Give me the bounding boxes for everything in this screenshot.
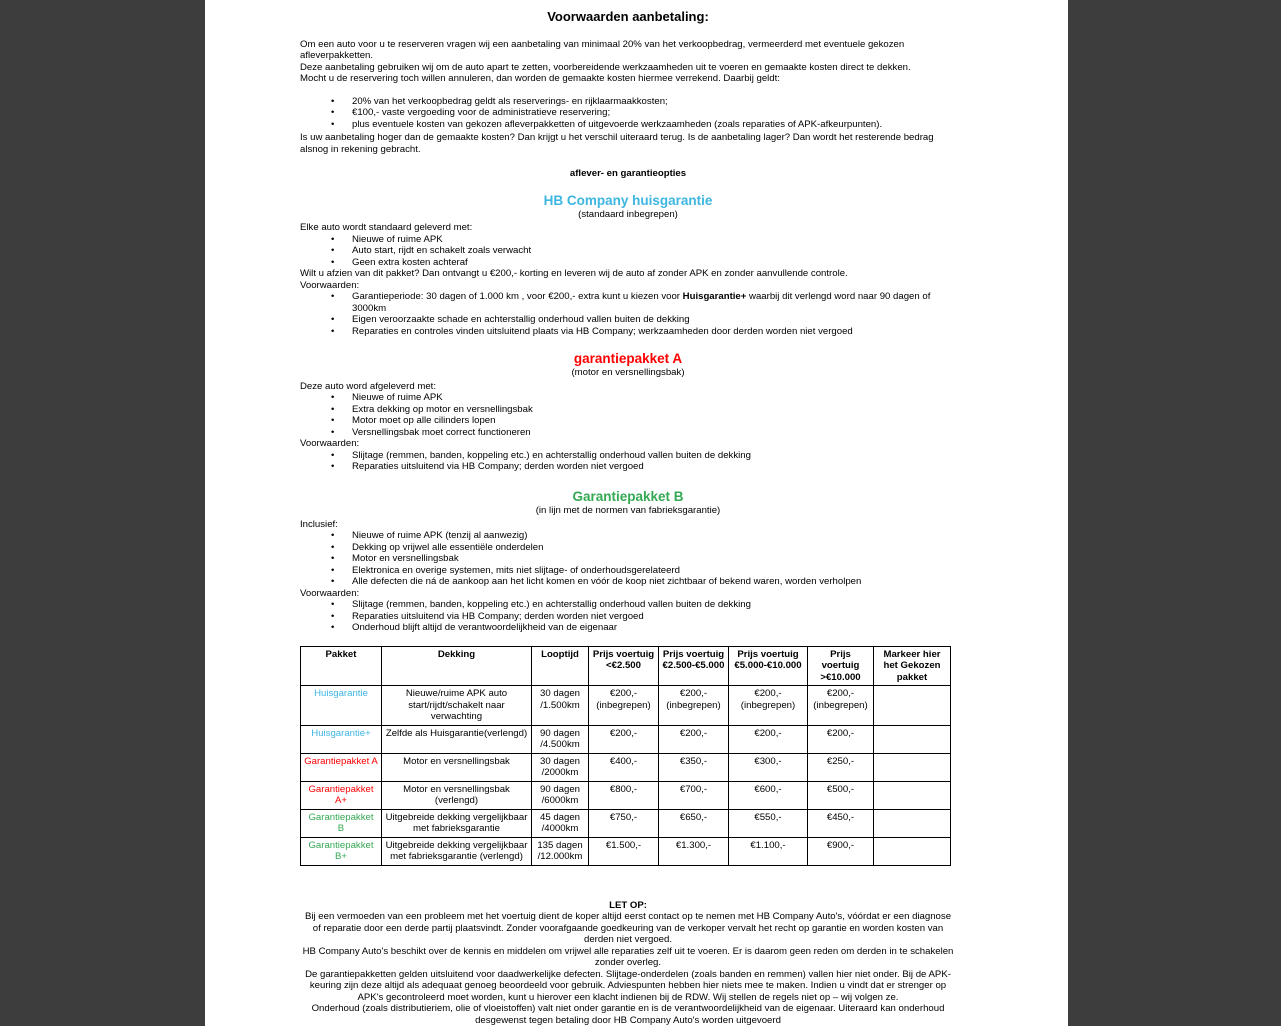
- voorwaarde-text: Garantieperiode: 30 dagen of 1.000 km , voor €200,- extra kunt u kiezen voor: [352, 291, 683, 303]
- markeer-cell[interactable]: [874, 686, 951, 726]
- bullet-item: • Slijtage (remmen, banden, koppeling etc.) en achterstallig onderhoud vallen buiten de dekking: [300, 599, 956, 611]
- letop-paragraph: De garantiepakketten gelden uitsluitend voor daadwerkelijke defecten. Slijtage-onderdelen (zoals banden en remmen) vallen hier niet onder. Bij de APK-keuring zijn deze altijd als adequaat genoeg beoordeeld voor gebruik. Adviespunten hebben hier niets mee te maken. Indien u vindt dat er strenger op APK's gecontroleerd moet worden, kunt u hierover een klacht indienen bij de RDW. Wij stellen de regels niet op – wij volgen ze.: [305, 968, 951, 1003]
- dekking-cell: Nieuwe/ruime APK auto start/rijdt/schakelt naar verwachting: [382, 686, 532, 726]
- dekking-cell: Motor en versnellingsbak (verlengd): [382, 781, 532, 809]
- prijs-cell: €800,-: [589, 781, 659, 809]
- dekking-cell: Zelfde als Huisgarantie(verlengd): [382, 725, 532, 753]
- letop-paragraph: Bij een vermoeden van een probleem met het voertuig dient de koper altijd eerst contact op te nemen met HB Company Auto's, vóórdat er een diagnose of reparatie door een derde partij plaatsvindt. Zonder voorafgaande goedkeuring van de verkoper vervalt het recht op garantie en worden kosten van derden niet vergoed.: [304, 911, 952, 946]
- bullet-item: • Geen extra kosten achteraf: [300, 257, 956, 269]
- bullet-item: • Alle defecten die ná de aankoop aan het licht komen en vóór de koop niet zichtbaar of bekend waren, worden verholpen: [300, 576, 956, 588]
- bullet-item: • Reparaties en controles vinden uitsluitend plaats via HB Company; werkzaamheden door derden worden niet vergoed: [300, 326, 956, 338]
- intro-line: Om een auto voor u te reserveren vragen wij een aanbetaling van minimaal 20% van het verkoopbedrag, vermeerderd met eventuele gekozen afleverpakketten.: [300, 38, 905, 62]
- voorwaarden-label: Voorwaarden:: [300, 279, 360, 291]
- intro-line: Deze aanbetaling gebruiken wij om de auto apart te zetten, voorbereidende werkzaamheden uit te voeren en gemaakte kosten direct te dekken.: [300, 61, 911, 73]
- section-lead: Elke auto wordt standaard geleverd met:: [300, 222, 473, 234]
- section-subheading: (in lijn met de normen van fabrieksgarantie): [535, 505, 721, 517]
- intro-line: Mocht u de reservering toch willen annuleren, dan worden de gemaakte kosten hiermee verrekend. Daarbij geldt:: [300, 73, 780, 85]
- huisgarantie-bullet-list: [300, 234, 956, 269]
- options-header: aflever- en garantieopties: [569, 168, 687, 180]
- table-header-looptijd: Looptijd: [532, 646, 589, 686]
- prijs-cell: €1.100,-: [729, 837, 808, 865]
- bullet-item: • Nieuwe of ruime APK: [300, 392, 956, 404]
- pakket-b-bullet-list: [300, 530, 956, 588]
- prijs-cell: €700,-: [659, 781, 729, 809]
- prijs-cell: €250,-: [808, 753, 874, 781]
- bullet-item: • Extra dekking op motor en versnellingsbak: [300, 404, 956, 416]
- bullet-item: • Eigen veroorzaakte schade en achterstallig onderhoud vallen buiten de dekking: [300, 314, 956, 326]
- huisgarantie-note: Wilt u afzien van dit pakket? Dan ontvangt u €200,- korting en leveren wij de auto af zonder APK en zonder aanvullende controle.: [300, 268, 848, 280]
- looptijd-cell: 90 dagen /6000km: [532, 781, 589, 809]
- prijs-cell: €600,-: [729, 781, 808, 809]
- pakket-cell: Garantiepakket A: [301, 753, 382, 781]
- dekking-cell: Uitgebreide dekking vergelijkbaar met fabrieksgarantie (verlengd): [382, 837, 532, 865]
- section-subheading: (motor en versnellingsbak): [571, 367, 685, 379]
- pakket-a-voorwaarden-list: [300, 450, 956, 473]
- table-row: [301, 837, 951, 865]
- intro-closing: Is uw aanbetaling hoger dan de gemaakte kosten? Dan krijgt u het verschil uiteraard terug. Is de aanbetaling lager? Dan wordt het resterende bedrag alsnog in rekening gebracht.: [300, 132, 934, 155]
- prijs-cell: €750,-: [589, 809, 659, 837]
- table-header-prijs-1: Prijs voertuig <€2.500: [589, 646, 659, 686]
- table-header-markeer: Markeer hier het Gekozen pakket: [874, 646, 951, 686]
- letop-paragraph: Onderhoud (zoals distributieriem, olie of vloeistoffen) valt niet onder garantie en is de verantwoordelijkheid van de eigenaar. Uiteraard kan onderhoud desgewenst tegen betaling door HB Company Auto's worden uitgevoerd: [311, 1003, 945, 1026]
- prijs-cell: €1.300,-: [659, 837, 729, 865]
- section-heading-huisgarantie: HB Company huisgarantie: [543, 192, 713, 208]
- pakket-cell: Huisgarantie+: [301, 725, 382, 753]
- bullet-item: • Slijtage (remmen, banden, koppeling etc.) en achterstallig onderhoud vallen buiten de dekking: [300, 450, 956, 462]
- prijs-cell: €200,- (inbegrepen): [589, 686, 659, 726]
- table-row: [301, 686, 951, 726]
- bullet-item: • Versnellingsbak moet correct functioneren: [300, 427, 956, 439]
- huisgarantie-voorwaarden-list: [300, 291, 956, 337]
- pakket-a-bullet-list: [300, 392, 956, 438]
- pakket-b-voorwaarden-list: [300, 599, 956, 634]
- document-content: [205, 0, 1068, 1026]
- section-heading-pakket-a: garantiepakket A: [573, 351, 683, 367]
- markeer-cell[interactable]: [874, 781, 951, 809]
- bullet-item: • plus eventuele kosten van gekozen afleverpakketten of uitgevoerde werkzaamheden (zoals reparaties of APK-afkeurpunten).: [300, 119, 956, 131]
- prijs-cell: €200,-: [589, 725, 659, 753]
- prijs-cell: €200,-: [659, 725, 729, 753]
- prijs-cell: €500,-: [808, 781, 874, 809]
- bullet-item: • Motor moet op alle cilinders lopen: [300, 415, 956, 427]
- pakket-cell: Garantiepakket B: [301, 809, 382, 837]
- bullet-item: • Reparaties uitsluitend via HB Company; derden worden niet vergoed: [300, 461, 956, 473]
- pakket-cell: Garantiepakket A+: [301, 781, 382, 809]
- looptijd-cell: 45 dagen /4000km: [532, 809, 589, 837]
- table-row: [301, 809, 951, 837]
- prijs-cell: €200,-: [729, 725, 808, 753]
- letop-heading: LET OP:: [609, 899, 647, 911]
- prijs-cell: €200,- (inbegrepen): [808, 686, 874, 726]
- letop-section: [300, 900, 956, 1026]
- letop-paragraph: HB Company Auto's beschikt over de kennis en middelen om vrijwel alle reparaties zelf uit te voeren. Er is daarom geen reden om derden in te schakelen zonder overleg.: [302, 945, 954, 969]
- section-lead: Inclusief:: [300, 518, 338, 530]
- bullet-item: • Motor en versnellingsbak: [300, 553, 956, 565]
- prijs-cell: €900,-: [808, 837, 874, 865]
- looptijd-cell: 90 dagen /4.500km: [532, 725, 589, 753]
- table-header-prijs-3: Prijs voertuig €5.000-€10.000: [729, 646, 808, 686]
- table-header-dekking: Dekking: [382, 646, 532, 686]
- looptijd-cell: 30 dagen /2000km: [532, 753, 589, 781]
- section-subheading: (standaard inbegrepen): [578, 208, 678, 220]
- prijs-cell: €200,-: [808, 725, 874, 753]
- markeer-cell[interactable]: [874, 809, 951, 837]
- prijs-cell: €550,-: [729, 809, 808, 837]
- table-row: [301, 753, 951, 781]
- voorwaarde-bold-text: Huisgarantie+: [682, 291, 747, 303]
- pricing-table: [300, 646, 951, 866]
- voorwaarden-label: Voorwaarden:: [300, 587, 360, 599]
- bullet-item: • €100,- vaste vergoeding voor de administratieve reservering;: [300, 107, 956, 119]
- prijs-cell: €200,- (inbegrepen): [659, 686, 729, 726]
- prijs-cell: €450,-: [808, 809, 874, 837]
- section-heading-pakket-b: Garantiepakket B: [572, 488, 684, 504]
- page-title: Voorwaarden aanbetaling:: [547, 9, 709, 24]
- prijs-cell: €300,-: [729, 753, 808, 781]
- looptijd-cell: 135 dagen /12.000km: [532, 837, 589, 865]
- bullet-item: • Nieuwe of ruime APK: [300, 234, 956, 246]
- bullet-item: • Auto start, rijdt en schakelt zoals verwacht: [300, 245, 956, 257]
- prijs-cell: €1.500,-: [589, 837, 659, 865]
- prijs-cell: €400,-: [589, 753, 659, 781]
- pakket-cell: Huisgarantie: [301, 686, 382, 726]
- table-row: [301, 725, 951, 753]
- prijs-cell: €350,-: [659, 753, 729, 781]
- document-page: [205, 0, 1068, 1026]
- bullet-item: • Reparaties uitsluitend via HB Company; derden worden niet vergoed: [300, 611, 956, 623]
- markeer-cell[interactable]: [874, 725, 951, 753]
- bullet-item: • 20% van het verkoopbedrag geldt als reserverings- en rijklaarmaakkosten;: [300, 96, 956, 108]
- voorwaarden-label: Voorwaarden:: [300, 438, 360, 450]
- table-header-prijs-2: Prijs voertuig €2.500-€5.000: [659, 646, 729, 686]
- bullet-item: • Onderhoud blijft altijd de verantwoordelijkheid van de eigenaar: [300, 622, 956, 634]
- dekking-cell: Motor en versnellingsbak: [382, 753, 532, 781]
- bullet-item: • Elektronica en overige systemen, mits niet slijtage- of onderhoudsgerelateerd: [300, 565, 956, 577]
- looptijd-cell: 30 dagen /1.500km: [532, 686, 589, 726]
- markeer-cell[interactable]: [874, 837, 951, 865]
- intro-bullet-list: [300, 96, 956, 131]
- voorwaarde-text: waarbij dit verlengd word naar 90 dagen of 3000km: [352, 291, 931, 314]
- bullet-item: • Nieuwe of ruime APK (tenzij al aanwezig): [300, 530, 956, 542]
- prijs-cell: €650,-: [659, 809, 729, 837]
- dekking-cell: Uitgebreide dekking vergelijkbaar met fabrieksgarantie: [382, 809, 532, 837]
- pakket-cell: Garantiepakket B+: [301, 837, 382, 865]
- bullet-item: [300, 291, 956, 314]
- bullet-item: • Dekking op vrijwel alle essentiële onderdelen: [300, 542, 956, 554]
- table-header-prijs-4: Prijs voertuig >€10.000: [808, 646, 874, 686]
- table-row: [301, 781, 951, 809]
- table-header-row: [301, 646, 951, 686]
- section-lead: Deze auto word afgeleverd met:: [300, 380, 436, 392]
- table-header-pakket: Pakket: [301, 646, 382, 686]
- prijs-cell: €200,- (inbegrepen): [729, 686, 808, 726]
- markeer-cell[interactable]: [874, 753, 951, 781]
